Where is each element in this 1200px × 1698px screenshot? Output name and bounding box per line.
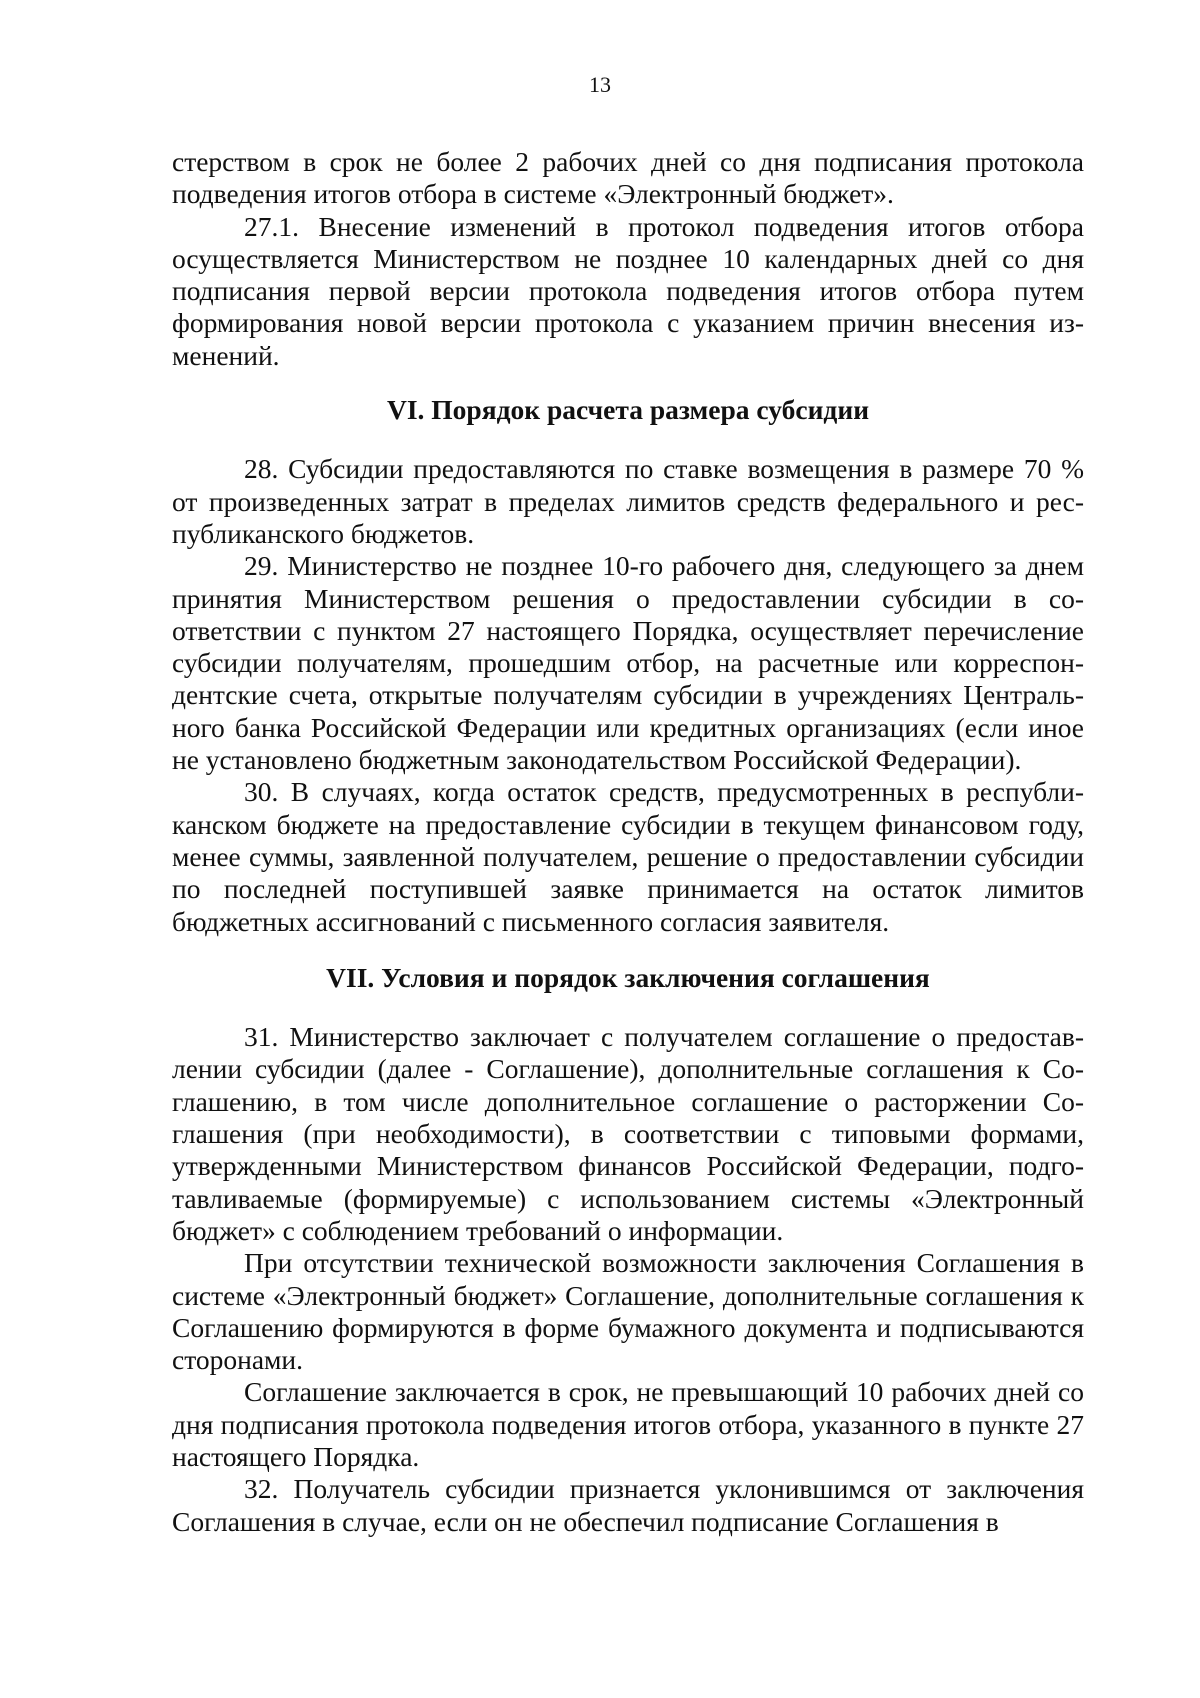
paragraph-no-tech: При отсутствии технической возможности заключения Соглашения в системе «Электронный бюджет» Соглашение, дополнительные соглашения к Соглашению формируются в форме бумажного документа и подписываются сторонами. xyxy=(172,1247,1084,1376)
paragraph-30: 30. В случаях, когда остаток средств, предусмотренных в республиканском бюджете на предоставление субсидии в текущем финансовом году, менее суммы, заявленной получателем, решение о предоставлении субсидии по последней поступившей заявке принимается на остаток лимитов бюджетных ассигнований с письменного согласия заявителя. xyxy=(172,776,1084,937)
paragraph-32: 32. Получатель субсидии признается уклонившимся от заключения Соглашения в случае, если он не обеспечил подписание Соглашения в xyxy=(172,1473,1084,1537)
paragraph-31: 31. Министерство заключает с получателем соглашение о предоставлении субсидии (далее - Соглашение), дополнительные соглашения к Соглашению, в том числе дополнительное соглашение о расторжении Соглашения (при необходимости), в соответствии с типовыми формами, утвержденными Министерством финансов Российской Федерации, подготавливаемые (формируемые) с использованием системы «Электронный бюджет» с соблюдением требований о информации. xyxy=(172,1021,1084,1246)
page-number: 13 xyxy=(589,72,611,97)
paragraph-continuation: стерством в срок не более 2 рабочих дней со дня подписания протокола подведения итогов отбора в системе «Электронный бюджет». xyxy=(172,146,1084,210)
paragraph-29: 29. Министерство не позднее 10-го рабочего дня, следующего за днем принятия Министерством решения о предоставлении субсидии в соответствии с пунктом 27 настоящего Порядка, осуществляет перечисление субсидии получателям, прошедшим отбор, на расчетные или корреспондентские счета, открытые получателям субсидии в учреждениях Центрального банка Российской Федерации или кредитных организациях (если иное не установлено бюджетным законодательством Российской Федерации). xyxy=(172,550,1084,776)
section-heading-vi: VI. Порядок расчета размера субсидии xyxy=(386,394,870,426)
paragraph-28: 28. Субсидии предоставляются по ставке возмещения в размере 70 % от произведенных затрат в пределах лимитов средств федерального и республиканского бюджетов. xyxy=(172,453,1084,549)
paragraph-term: Соглашение заключается в срок, не превышающий 10 рабочих дней со дня подписания протокола подведения итогов отбора, указанного в пункте 27 настоящего Порядка. xyxy=(172,1376,1084,1472)
section-heading-vii: VII. Условия и порядок заключения соглашения xyxy=(326,961,930,993)
document-body xyxy=(172,146,1084,1538)
paragraph-27-1: 27.1. Внесение изменений в протокол подведения итогов отбора осуществляется Министерством не позднее 10 календарных дней со дня подписания первой версии протокола подведения итогов отбора путем формирования новой версии протокола с указанием причин внесения изменений. xyxy=(172,210,1084,371)
